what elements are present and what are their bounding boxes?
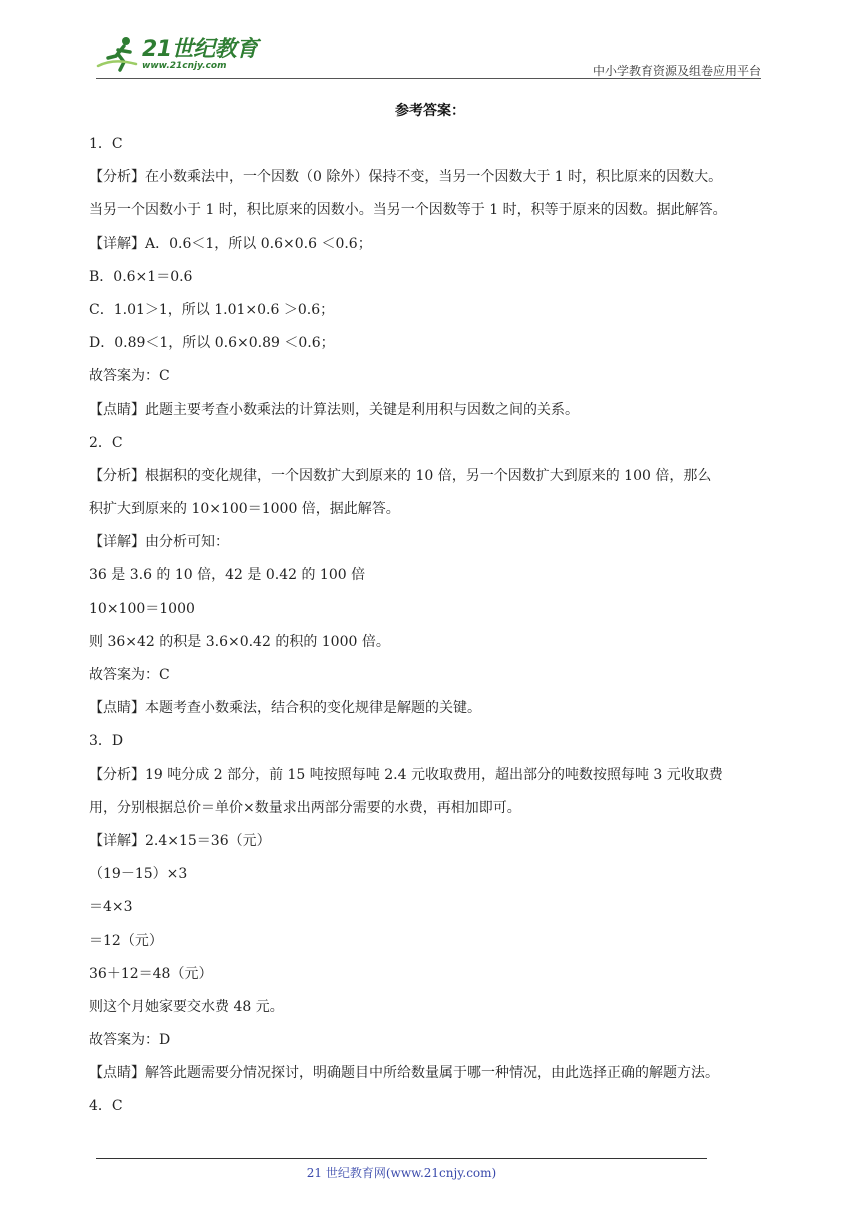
logo-main-text: 21世纪教育: [142, 37, 258, 62]
text-line: 故答案为：D: [89, 1032, 171, 1049]
text-line: ＝4×3: [89, 899, 133, 916]
answer-content: [89, 128, 769, 1124]
text-line: 【分析】根据积的变化规律，一个因数扩大到原来的 10 倍，另一个因数扩大到原来的 100 倍，那么: [89, 467, 712, 484]
text-line: 【点睛】本题考查小数乘法，结合积的变化规律是解题的关键。: [89, 700, 481, 717]
text-line: 【详解】A．0.6＜1，所以 0.6×0.6 ＜0.6；: [89, 235, 372, 252]
page-header: [96, 30, 761, 78]
logo-url-text: www.21cnjy.com: [142, 61, 227, 71]
site-logo[interactable]: [96, 30, 266, 78]
text-line: 36＋12＝48（元）: [89, 965, 213, 982]
text-line: 2．C: [89, 434, 123, 451]
text-line: ＝12（元）: [89, 932, 163, 949]
header-divider: [96, 78, 761, 79]
platform-name: 中小学教育资源及组卷应用平台: [592, 64, 761, 78]
text-line: 用，分别根据总价＝单价×数量求出两部分需要的水费，再相加即可。: [89, 799, 521, 816]
text-line: 当另一个因数小于 1 时，积比原来的因数小。当另一个因数等于 1 时，积等于原来的因数。据此解答。: [89, 202, 727, 219]
text-line: 10×100＝1000: [89, 600, 195, 617]
text-line: 【分析】在小数乘法中，一个因数（0 除外）保持不变，当另一个因数大于 1 时，积比原来的因数大。: [89, 169, 723, 186]
text-line: 则 36×42 的积是 3.6×0.42 的积的 1000 倍。: [89, 633, 390, 650]
footer-link[interactable]: 21 世纪教育网(www.21cnjy.com): [306, 1166, 497, 1180]
text-line: B．0.6×1＝0.6: [89, 268, 193, 285]
text-line: 【点睛】解答此题需要分情况探讨，明确题目中所给数量属于哪一种情况，由此选择正确的解题方法。: [89, 1065, 719, 1082]
text-line: 【点睛】此题主要考查小数乘法的计算法则，关键是利用积与因数之间的关系。: [89, 401, 579, 418]
text-line: 4．C: [89, 1098, 123, 1115]
text-line: 则这个月她家要交水费 48 元。: [89, 998, 284, 1015]
text-line: D．0.89＜1，所以 0.6×0.89 ＜0.6；: [89, 335, 335, 352]
footer-divider: [96, 1158, 707, 1159]
text-line: 故答案为：C: [89, 368, 170, 385]
text-line: 积扩大到原来的 10×100＝1000 倍，据此解答。: [89, 501, 400, 518]
page-title: 参考答案：: [395, 103, 465, 119]
runner-logo-icon: [96, 36, 140, 72]
text-line: （19－15）×3: [89, 866, 188, 883]
text-line: 3．D: [89, 733, 124, 750]
text-line: C．1.01＞1，所以 1.01×0.6 ＞0.6；: [89, 301, 335, 318]
text-line: 【分析】19 吨分成 2 部分，前 15 吨按照每吨 2.4 元收取费用，超出部分的吨数按照每吨 3 元收取费: [89, 766, 723, 783]
text-line: 【详解】2.4×15＝36（元）: [89, 832, 271, 849]
text-line: 【详解】由分析可知：: [89, 534, 229, 551]
text-line: 36 是 3.6 的 10 倍，42 是 0.42 的 100 倍: [89, 567, 366, 584]
text-line: 1．C: [89, 136, 123, 152]
text-line: 故答案为：C: [89, 667, 170, 683]
